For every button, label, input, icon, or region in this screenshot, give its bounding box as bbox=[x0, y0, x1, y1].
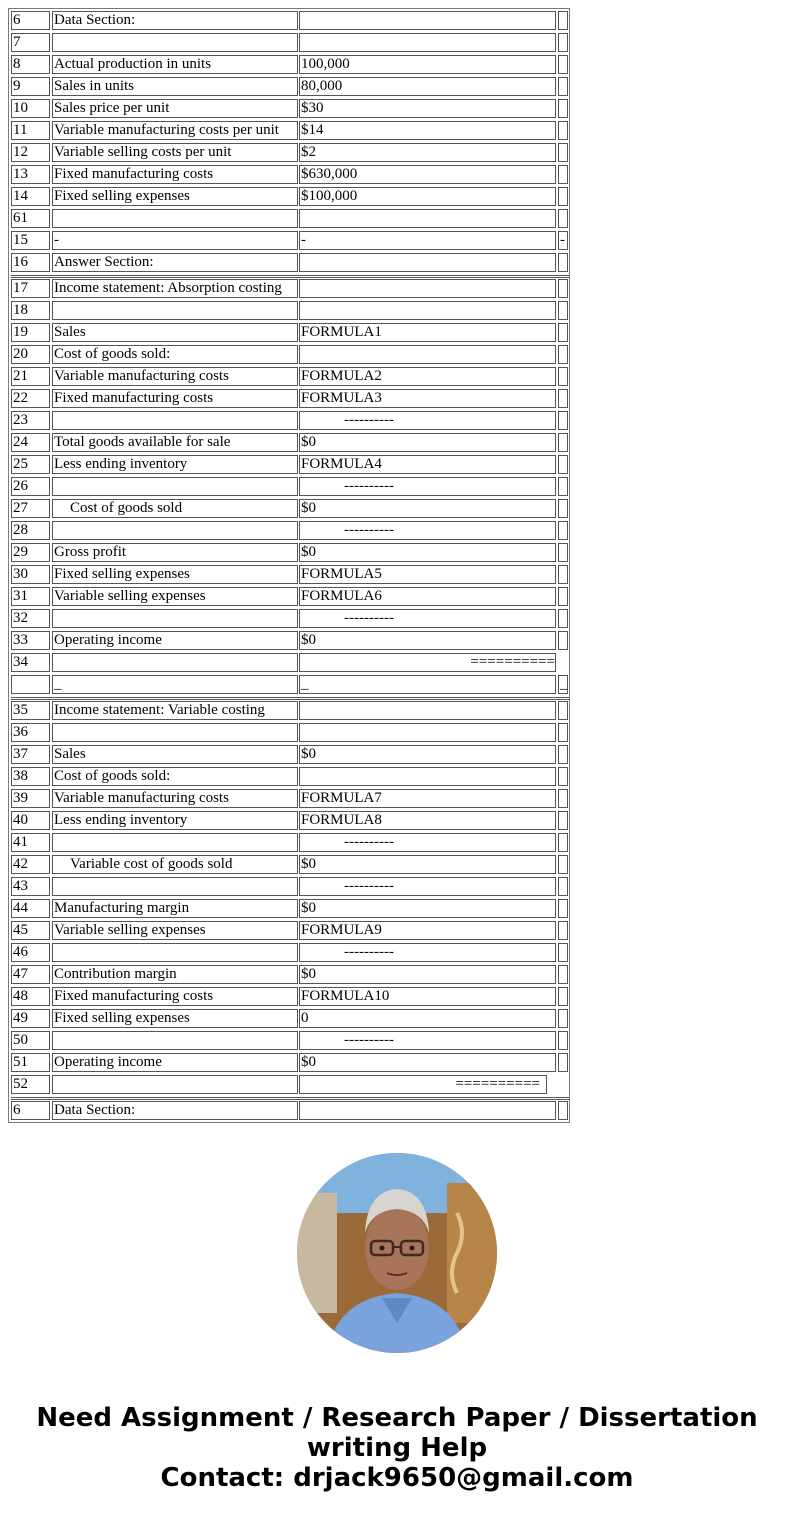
table-row bbox=[11, 98, 569, 120]
value-cell bbox=[299, 767, 556, 786]
label-cell bbox=[52, 1031, 298, 1050]
label-cell bbox=[52, 723, 298, 742]
table-row bbox=[11, 1030, 569, 1052]
row-number-cell: 34 bbox=[11, 653, 50, 672]
label-cell bbox=[52, 1075, 298, 1094]
extra-cell bbox=[558, 833, 568, 852]
value-cell: ---------- bbox=[299, 833, 556, 852]
label-cell: Operating income bbox=[52, 1053, 298, 1072]
extra-cell bbox=[558, 433, 568, 452]
row-number-cell: 45 bbox=[11, 921, 50, 940]
extra-cell bbox=[558, 723, 568, 742]
extra-cell bbox=[558, 921, 568, 940]
label-cell: Gross profit bbox=[52, 543, 298, 562]
value-cell: FORMULA3 bbox=[299, 389, 556, 408]
extra-cell bbox=[558, 1009, 568, 1028]
label-cell: _ bbox=[52, 675, 298, 694]
section-separator bbox=[11, 697, 569, 698]
label-cell: Cost of goods sold bbox=[52, 499, 298, 518]
row-number-cell: 10 bbox=[11, 99, 50, 118]
row-number-cell: 16 bbox=[11, 253, 50, 272]
value-cell: ---------- bbox=[299, 1031, 556, 1050]
label-cell: Data Section: bbox=[52, 1101, 298, 1120]
value-cell: $0 bbox=[299, 855, 556, 874]
table-row bbox=[11, 1052, 569, 1074]
value-cell: FORMULA1 bbox=[299, 323, 556, 342]
table-row bbox=[11, 120, 569, 142]
value-cell bbox=[299, 345, 556, 364]
row-number-cell: 44 bbox=[11, 899, 50, 918]
table-row bbox=[11, 164, 569, 186]
extra-cell bbox=[558, 701, 568, 720]
label-cell: Variable selling costs per unit bbox=[52, 143, 298, 162]
extra-cell bbox=[558, 767, 568, 786]
table-row bbox=[11, 230, 569, 252]
promo-line-1: Need Assignment / Research Paper / Dissertation bbox=[36, 1403, 758, 1433]
extra-cell bbox=[558, 789, 568, 808]
label-cell: Variable manufacturing costs bbox=[52, 367, 298, 386]
extra-cell bbox=[558, 143, 568, 162]
extra-cell bbox=[558, 477, 568, 496]
row-number-cell: 11 bbox=[11, 121, 50, 140]
table-row bbox=[11, 208, 569, 230]
row-number-cell: 42 bbox=[11, 855, 50, 874]
extra-cell: - bbox=[558, 231, 568, 250]
value-cell: $0 bbox=[299, 1053, 556, 1072]
table-row bbox=[11, 630, 569, 652]
extra-cell bbox=[558, 653, 568, 672]
label-cell: Operating income bbox=[52, 631, 298, 650]
label-cell: Variable selling expenses bbox=[52, 587, 298, 606]
table-row bbox=[11, 854, 569, 876]
author-avatar bbox=[297, 1153, 497, 1353]
row-number-cell: 36 bbox=[11, 723, 50, 742]
table-row bbox=[11, 964, 569, 986]
label-cell: Sales bbox=[52, 745, 298, 764]
value-cell: ---------- bbox=[299, 609, 556, 628]
table-row bbox=[11, 942, 569, 964]
label-cell bbox=[52, 877, 298, 896]
extra-cell bbox=[558, 943, 568, 962]
extra-cell bbox=[558, 187, 568, 206]
table-row bbox=[11, 1008, 569, 1030]
label-cell bbox=[52, 653, 298, 672]
row-number-cell: 48 bbox=[11, 987, 50, 1006]
value-cell: $0 bbox=[299, 631, 556, 650]
row-number-cell: 14 bbox=[11, 187, 50, 206]
label-cell: Actual production in units bbox=[52, 55, 298, 74]
value-cell: 100,000 bbox=[299, 55, 556, 74]
extra-cell bbox=[558, 1031, 568, 1050]
label-cell: Total goods available for sale bbox=[52, 433, 298, 452]
row-number-cell: 9 bbox=[11, 77, 50, 96]
value-cell: $0 bbox=[299, 499, 556, 518]
spreadsheet-table bbox=[8, 8, 570, 1123]
extra-cell bbox=[558, 811, 568, 830]
value-cell: _ bbox=[299, 675, 556, 694]
value-cell: $0 bbox=[299, 543, 556, 562]
value-cell: $0 bbox=[299, 433, 556, 452]
table-row bbox=[11, 388, 569, 410]
row-number-cell: 22 bbox=[11, 389, 50, 408]
extra-cell bbox=[558, 521, 568, 540]
table-row bbox=[11, 608, 569, 630]
row-number-cell bbox=[11, 675, 50, 694]
row-number-cell: 27 bbox=[11, 499, 50, 518]
table-row bbox=[11, 186, 569, 208]
label-cell: Income statement: Variable costing bbox=[52, 701, 298, 720]
value-cell: FORMULA4 bbox=[299, 455, 556, 474]
table-row bbox=[11, 986, 569, 1008]
value-cell: FORMULA6 bbox=[299, 587, 556, 606]
table-row bbox=[11, 476, 569, 498]
extra-cell bbox=[558, 209, 568, 228]
extra-cell bbox=[558, 855, 568, 874]
extra-cell bbox=[558, 499, 568, 518]
row-number-cell: 31 bbox=[11, 587, 50, 606]
value-cell: 0 bbox=[299, 1009, 556, 1028]
label-cell: Variable cost of goods sold bbox=[52, 855, 298, 874]
label-cell: Manufacturing margin bbox=[52, 899, 298, 918]
table-row bbox=[11, 344, 569, 366]
row-number-cell: 46 bbox=[11, 943, 50, 962]
promo-line-3: Contact: drjack9650@gmail.com bbox=[160, 1463, 634, 1493]
row-number-cell: 43 bbox=[11, 877, 50, 896]
row-number-cell: 17 bbox=[11, 279, 50, 298]
section-separator bbox=[11, 1097, 569, 1098]
label-cell: Less ending inventory bbox=[52, 455, 298, 474]
row-number-cell: 23 bbox=[11, 411, 50, 430]
row-number-cell: 28 bbox=[11, 521, 50, 540]
table-row bbox=[11, 54, 569, 76]
value-cell: FORMULA8 bbox=[299, 811, 556, 830]
table-row bbox=[11, 520, 569, 542]
label-cell bbox=[52, 33, 298, 52]
row-number-cell: 12 bbox=[11, 143, 50, 162]
row-number-cell: 21 bbox=[11, 367, 50, 386]
extra-cell bbox=[558, 389, 568, 408]
table-row bbox=[11, 432, 569, 454]
table-row bbox=[11, 1074, 569, 1096]
extra-cell bbox=[558, 77, 568, 96]
value-cell: FORMULA9 bbox=[299, 921, 556, 940]
table-row bbox=[11, 898, 569, 920]
row-number-cell: 52 bbox=[11, 1075, 50, 1094]
value-cell: ---------- bbox=[299, 411, 556, 430]
table-row bbox=[11, 252, 569, 274]
table-row bbox=[11, 920, 569, 942]
table-row bbox=[11, 700, 569, 722]
label-cell: Variable manufacturing costs bbox=[52, 789, 298, 808]
extra-cell bbox=[558, 11, 568, 30]
table-row bbox=[11, 410, 569, 432]
row-number-cell: 25 bbox=[11, 455, 50, 474]
extra-cell bbox=[558, 99, 568, 118]
value-cell: ---------- bbox=[299, 477, 556, 496]
label-cell bbox=[52, 301, 298, 320]
row-number-cell: 41 bbox=[11, 833, 50, 852]
row-number-cell: 32 bbox=[11, 609, 50, 628]
extra-cell bbox=[558, 301, 568, 320]
table-row bbox=[11, 744, 569, 766]
label-cell: Answer Section: bbox=[52, 253, 298, 272]
table-row bbox=[11, 674, 569, 696]
row-number-cell: 61 bbox=[11, 209, 50, 228]
label-cell: Fixed selling expenses bbox=[52, 565, 298, 584]
table-row bbox=[11, 810, 569, 832]
value-cell bbox=[299, 723, 556, 742]
extra-cell bbox=[558, 1075, 568, 1094]
extra-cell: _ bbox=[560, 676, 568, 692]
extra-cell bbox=[558, 33, 568, 52]
table-row bbox=[11, 300, 569, 322]
value-cell bbox=[299, 11, 556, 30]
label-cell: Sales in units bbox=[52, 77, 298, 96]
value-cell: ---------- bbox=[299, 943, 556, 962]
table-row bbox=[11, 32, 569, 54]
label-cell bbox=[52, 521, 298, 540]
label-cell bbox=[52, 209, 298, 228]
promo-line-2: writing Help bbox=[306, 1433, 488, 1463]
value-cell bbox=[299, 279, 556, 298]
row-number-cell: 18 bbox=[11, 301, 50, 320]
extra-cell bbox=[558, 877, 568, 896]
row-number-cell: 19 bbox=[11, 323, 50, 342]
row-number-cell: 6 bbox=[11, 1101, 50, 1120]
label-cell bbox=[52, 477, 298, 496]
row-number-cell: 33 bbox=[11, 631, 50, 650]
value-cell: $30 bbox=[299, 99, 556, 118]
label-cell: Fixed manufacturing costs bbox=[52, 987, 298, 1006]
table-row bbox=[11, 454, 569, 476]
table-row bbox=[11, 722, 569, 744]
table-row bbox=[11, 76, 569, 98]
value-cell: $2 bbox=[299, 143, 556, 162]
table-row bbox=[11, 832, 569, 854]
row-number-cell: 8 bbox=[11, 55, 50, 74]
row-number-cell: 15 bbox=[11, 231, 50, 250]
table-row bbox=[11, 542, 569, 564]
label-cell: Fixed selling expenses bbox=[52, 1009, 298, 1028]
table-row bbox=[11, 652, 569, 674]
row-number-cell: 29 bbox=[11, 543, 50, 562]
extra-cell bbox=[558, 55, 568, 74]
table-row bbox=[11, 564, 569, 586]
extra-cell bbox=[558, 587, 568, 606]
extra-cell bbox=[558, 565, 568, 584]
table-row bbox=[11, 498, 569, 520]
row-number-cell: 20 bbox=[11, 345, 50, 364]
extra-cell bbox=[558, 631, 568, 650]
row-number-cell: 13 bbox=[11, 165, 50, 184]
extra-cell bbox=[558, 543, 568, 562]
extra-cell bbox=[558, 253, 568, 272]
label-cell: Variable selling expenses bbox=[52, 921, 298, 940]
table-row bbox=[11, 1100, 569, 1122]
value-cell: $0 bbox=[299, 899, 556, 918]
extra-cell bbox=[558, 899, 568, 918]
row-number-cell: 6 bbox=[11, 11, 50, 30]
label-cell: Income statement: Absorption costing bbox=[52, 279, 298, 298]
label-cell: Less ending inventory bbox=[52, 811, 298, 830]
table-row bbox=[11, 10, 569, 32]
value-cell: ========== bbox=[299, 653, 556, 672]
extra-cell bbox=[558, 455, 568, 474]
value-cell: ---------- bbox=[299, 521, 556, 540]
extra-cell bbox=[558, 411, 568, 430]
row-number-cell: 35 bbox=[11, 701, 50, 720]
row-number-cell: 39 bbox=[11, 789, 50, 808]
row-number-cell: 24 bbox=[11, 433, 50, 452]
row-number-cell: 26 bbox=[11, 477, 50, 496]
row-number-cell: 30 bbox=[11, 565, 50, 584]
row-number-cell: 40 bbox=[11, 811, 50, 830]
label-cell bbox=[52, 411, 298, 430]
row-number-cell: 50 bbox=[11, 1031, 50, 1050]
value-cell: FORMULA7 bbox=[299, 789, 556, 808]
label-cell: Cost of goods sold: bbox=[52, 345, 298, 364]
table-row bbox=[11, 278, 569, 300]
extra-cell bbox=[558, 965, 568, 984]
row-number-cell: 49 bbox=[11, 1009, 50, 1028]
value-cell: ========== bbox=[299, 1075, 547, 1094]
label-cell bbox=[52, 943, 298, 962]
value-cell: $0 bbox=[299, 745, 556, 764]
value-cell: FORMULA10 bbox=[299, 987, 556, 1006]
value-cell bbox=[299, 1101, 556, 1120]
extra-cell bbox=[558, 165, 568, 184]
value-cell: - bbox=[299, 231, 556, 250]
extra-cell bbox=[558, 987, 568, 1006]
extra-cell bbox=[558, 279, 568, 298]
row-number-cell: 7 bbox=[11, 33, 50, 52]
section-separator bbox=[11, 275, 569, 276]
promo-text bbox=[0, 1403, 794, 1493]
extra-cell bbox=[558, 745, 568, 764]
label-cell: Data Section: bbox=[52, 11, 298, 30]
value-cell bbox=[299, 33, 556, 52]
label-cell: Fixed manufacturing costs bbox=[52, 165, 298, 184]
row-number-cell: 37 bbox=[11, 745, 50, 764]
value-cell: ---------- bbox=[299, 877, 556, 896]
extra-cell bbox=[558, 345, 568, 364]
row-number-cell: 38 bbox=[11, 767, 50, 786]
value-cell: $100,000 bbox=[299, 187, 556, 206]
extra-cell bbox=[558, 1053, 568, 1072]
value-cell bbox=[299, 209, 556, 228]
label-cell: Fixed manufacturing costs bbox=[52, 389, 298, 408]
label-cell: Sales price per unit bbox=[52, 99, 298, 118]
value-cell bbox=[299, 301, 556, 320]
table-row bbox=[11, 586, 569, 608]
table-row bbox=[11, 876, 569, 898]
value-cell bbox=[299, 701, 556, 720]
avatar-photo bbox=[297, 1153, 497, 1353]
value-cell: FORMULA5 bbox=[299, 565, 556, 584]
extra-cell bbox=[558, 367, 568, 386]
table-row bbox=[11, 766, 569, 788]
label-cell: Variable manufacturing costs per unit bbox=[52, 121, 298, 140]
label-cell bbox=[52, 833, 298, 852]
value-cell: 80,000 bbox=[299, 77, 556, 96]
table-row bbox=[11, 366, 569, 388]
extra-cell bbox=[558, 1101, 568, 1120]
row-number-cell: 51 bbox=[11, 1053, 50, 1072]
label-cell: Fixed selling expenses bbox=[52, 187, 298, 206]
extra-cell bbox=[558, 121, 568, 140]
label-cell: - bbox=[52, 231, 298, 250]
label-cell: Cost of goods sold: bbox=[52, 767, 298, 786]
value-cell: $630,000 bbox=[299, 165, 556, 184]
label-cell bbox=[52, 609, 298, 628]
label-cell: Sales bbox=[52, 323, 298, 342]
table-row bbox=[11, 142, 569, 164]
value-cell: $14 bbox=[299, 121, 556, 140]
extra-cell bbox=[558, 609, 568, 628]
value-cell: $0 bbox=[299, 965, 556, 984]
label-cell: Contribution margin bbox=[52, 965, 298, 984]
table-row bbox=[11, 322, 569, 344]
value-cell bbox=[299, 253, 556, 272]
extra-cell bbox=[558, 323, 568, 342]
value-cell: FORMULA2 bbox=[299, 367, 556, 386]
table-row bbox=[11, 788, 569, 810]
row-number-cell: 47 bbox=[11, 965, 50, 984]
